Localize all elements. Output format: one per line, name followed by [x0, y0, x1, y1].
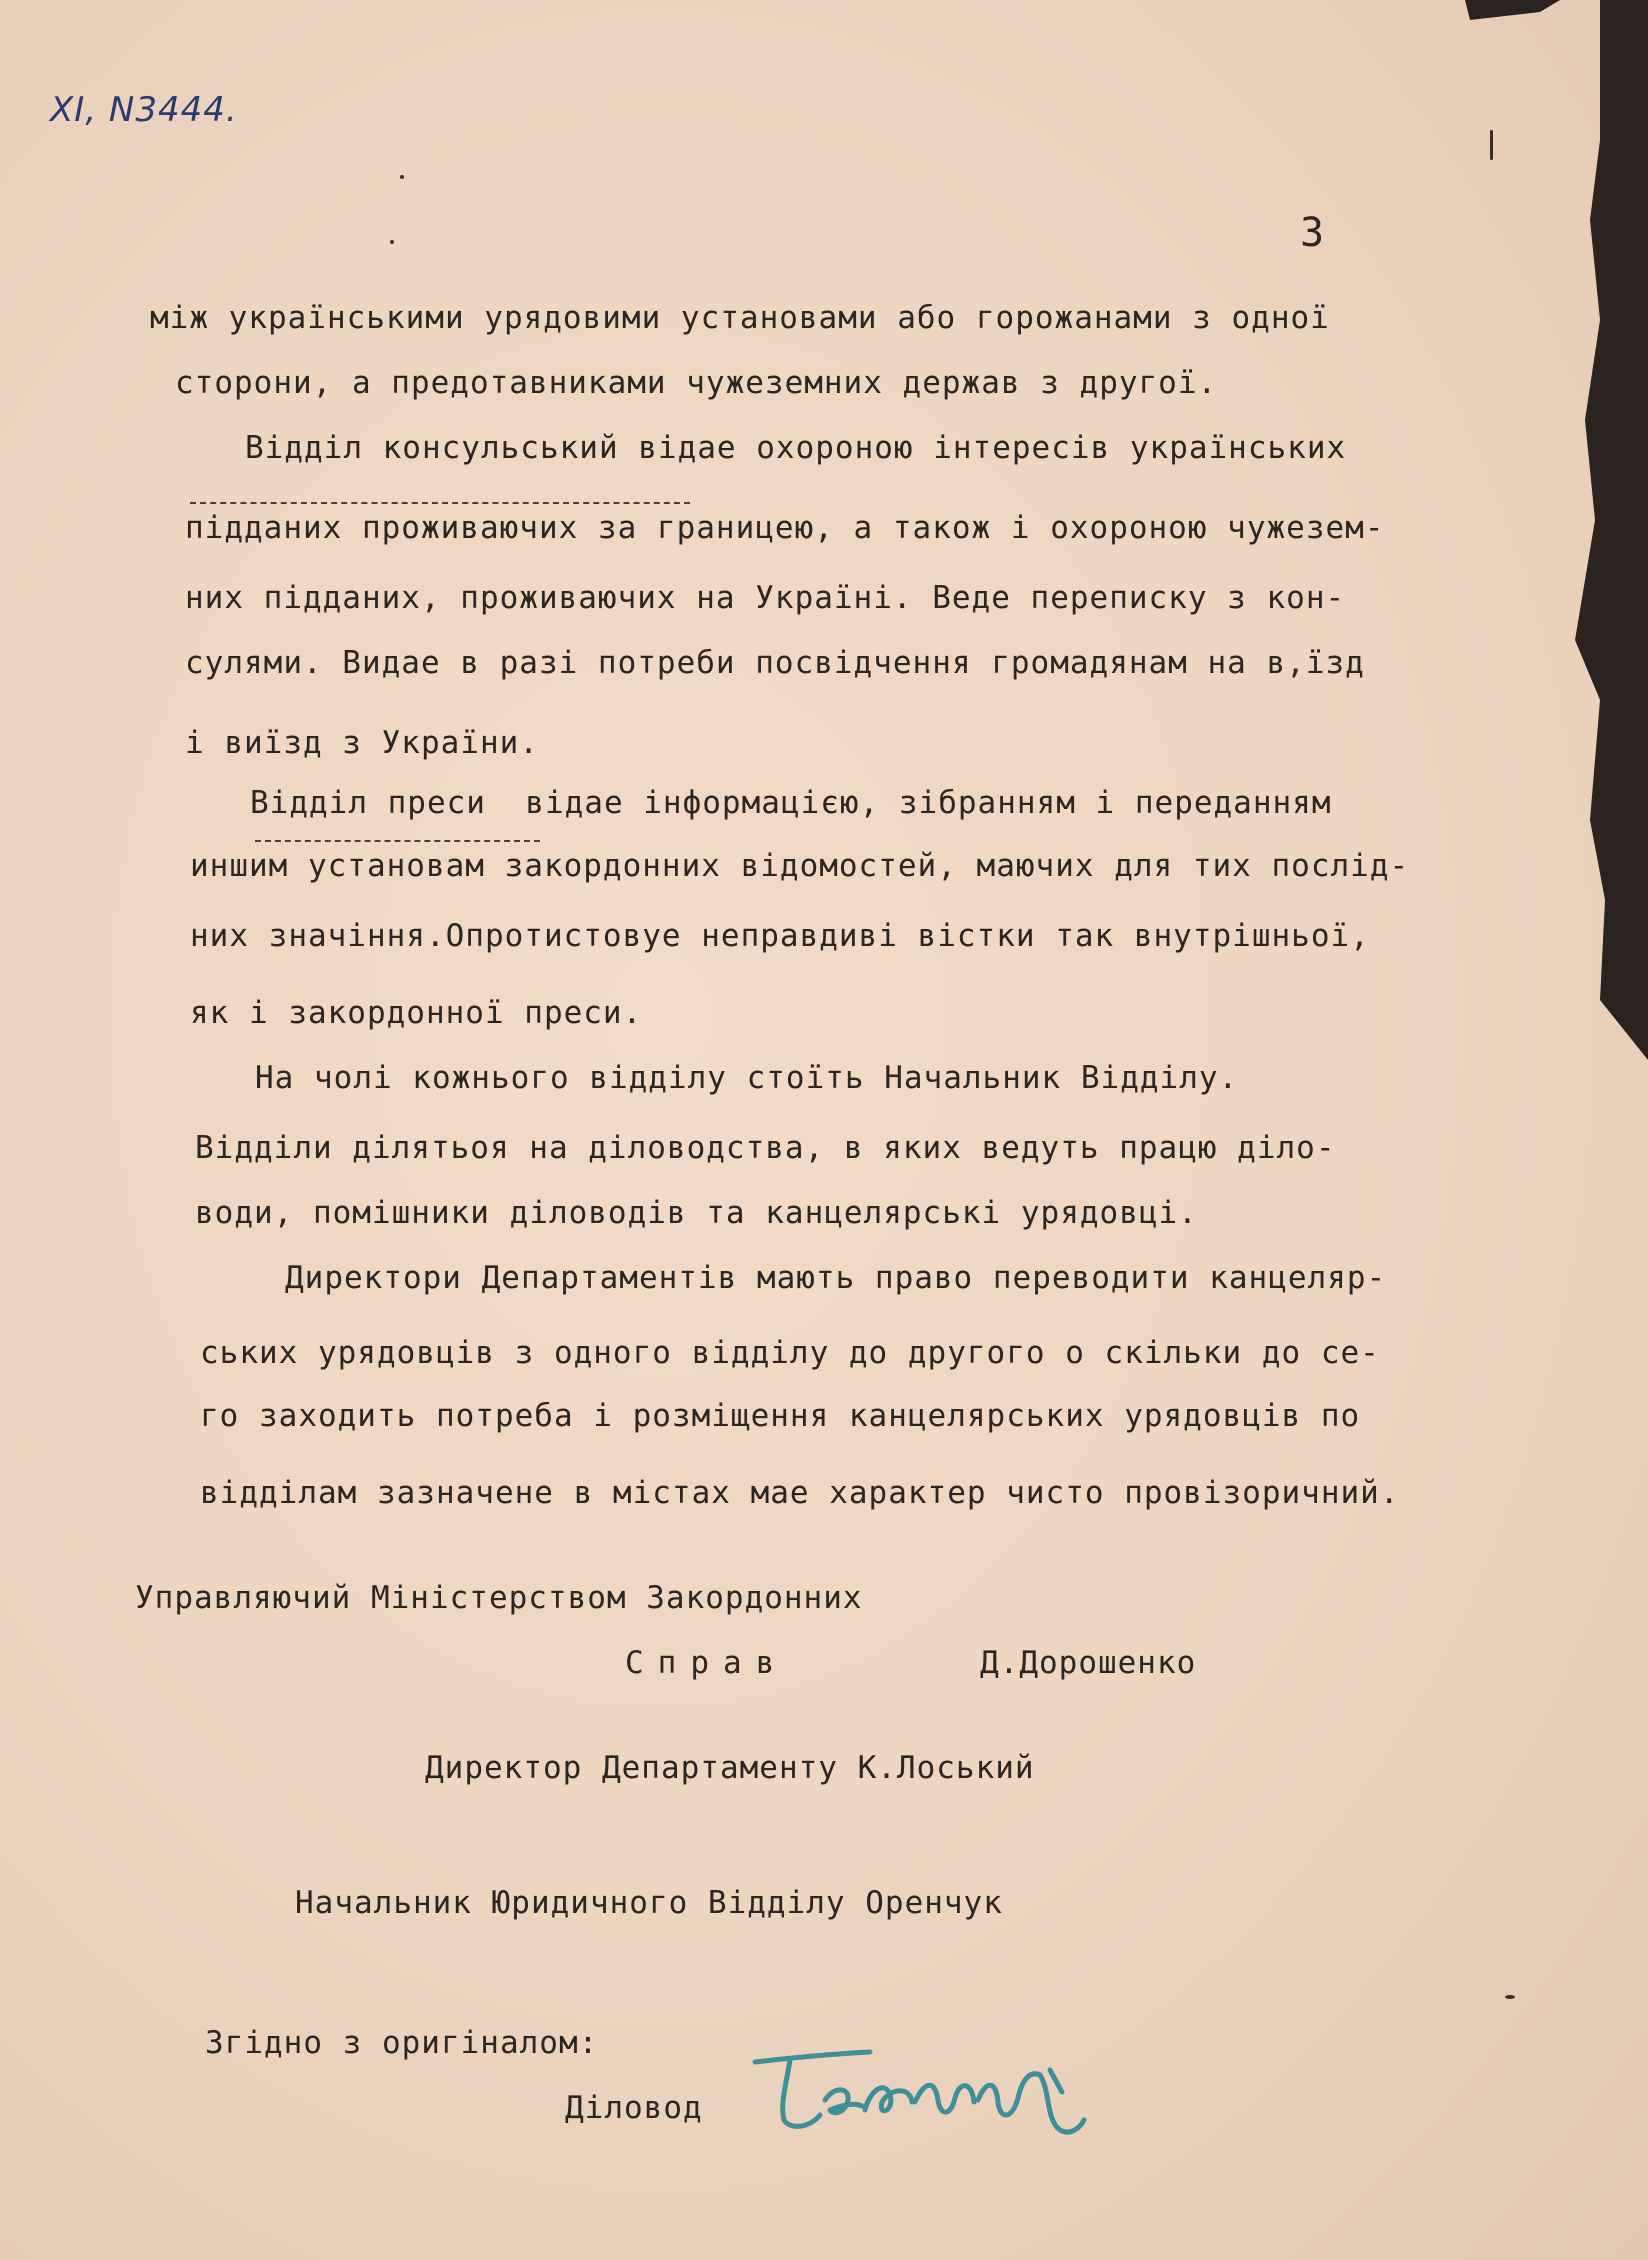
body-line-4: підданих проживаючих за границею, а також і охороною чужезем- — [185, 510, 1385, 546]
underline-press — [255, 840, 540, 842]
paper-fleck — [390, 240, 394, 244]
body-line-8: Відділ преси відае інформацією, зібранням і переданням — [250, 785, 1332, 821]
body-line-12: На чолі кожнього відділу стоїть Начальник Відділу. — [255, 1060, 1239, 1096]
archive-reference-note: XI, N3444. — [50, 90, 238, 130]
body-line-1: між українськими урядовими установами або горожанами з одної — [150, 300, 1330, 336]
page-number: 3 — [1300, 210, 1325, 256]
paper-mark — [1490, 130, 1493, 160]
body-line-9: иншим установам закордонних відомостей, маючих для тих послід- — [190, 848, 1410, 884]
minister-title-line-2: Справ — [625, 1645, 789, 1681]
body-line-13: Відділи ділятьоя на діловодства, в яких ведуть працю діло- — [195, 1130, 1336, 1166]
body-line-10: них значіння.Опротистовуе неправдиві вістки так внутрішньої, — [190, 918, 1370, 954]
body-line-17: го заходить потреба і розміщення канцелярських урядовців по — [200, 1398, 1361, 1434]
certified-copy-note: Згідно з оригіналом: — [205, 2025, 599, 2061]
body-line-11: як і закордонної преси. — [190, 995, 643, 1031]
body-line-2: сторони, а предотавниками чужеземних держав з другої. — [175, 365, 1218, 401]
underline-consular — [190, 502, 690, 504]
clerk-title: Діловод — [565, 2090, 703, 2126]
clerk-handwritten-signature — [750, 2040, 1090, 2150]
body-line-6: сулями. Видае в разі потреби посвідчення громадянам на в,їзд — [185, 645, 1365, 681]
minister-title-line-1: Управляючий Міністерством Закордонних — [135, 1580, 863, 1616]
legal-department-head: Начальник Юридичного Відділу Оренчук — [295, 1885, 1003, 1921]
body-line-16: ських урядовців з одного відділу до другого о скільки до се- — [200, 1335, 1380, 1371]
department-director: Директор Департаменту К.Лоський — [425, 1750, 1035, 1786]
body-line-15: Директори Департаментів мають право переводити канцеляр- — [285, 1260, 1387, 1296]
body-line-14: води, помішники діловодів та канцелярські урядовці. — [195, 1195, 1198, 1231]
body-line-7: і виїзд з України. — [185, 725, 539, 761]
body-line-3: Відділ консульський відае охороною інтересів українських — [245, 430, 1347, 466]
body-line-5: них підданих, проживаючих на Україні. Веде переписку з кон- — [185, 580, 1346, 616]
paper-fleck — [1505, 1995, 1515, 1999]
minister-name: Д.Дорошенко — [980, 1645, 1197, 1681]
body-line-18: відділам зазначене в містах мае характер чисто провізоричний. — [200, 1475, 1400, 1511]
paper-fleck — [400, 175, 404, 179]
